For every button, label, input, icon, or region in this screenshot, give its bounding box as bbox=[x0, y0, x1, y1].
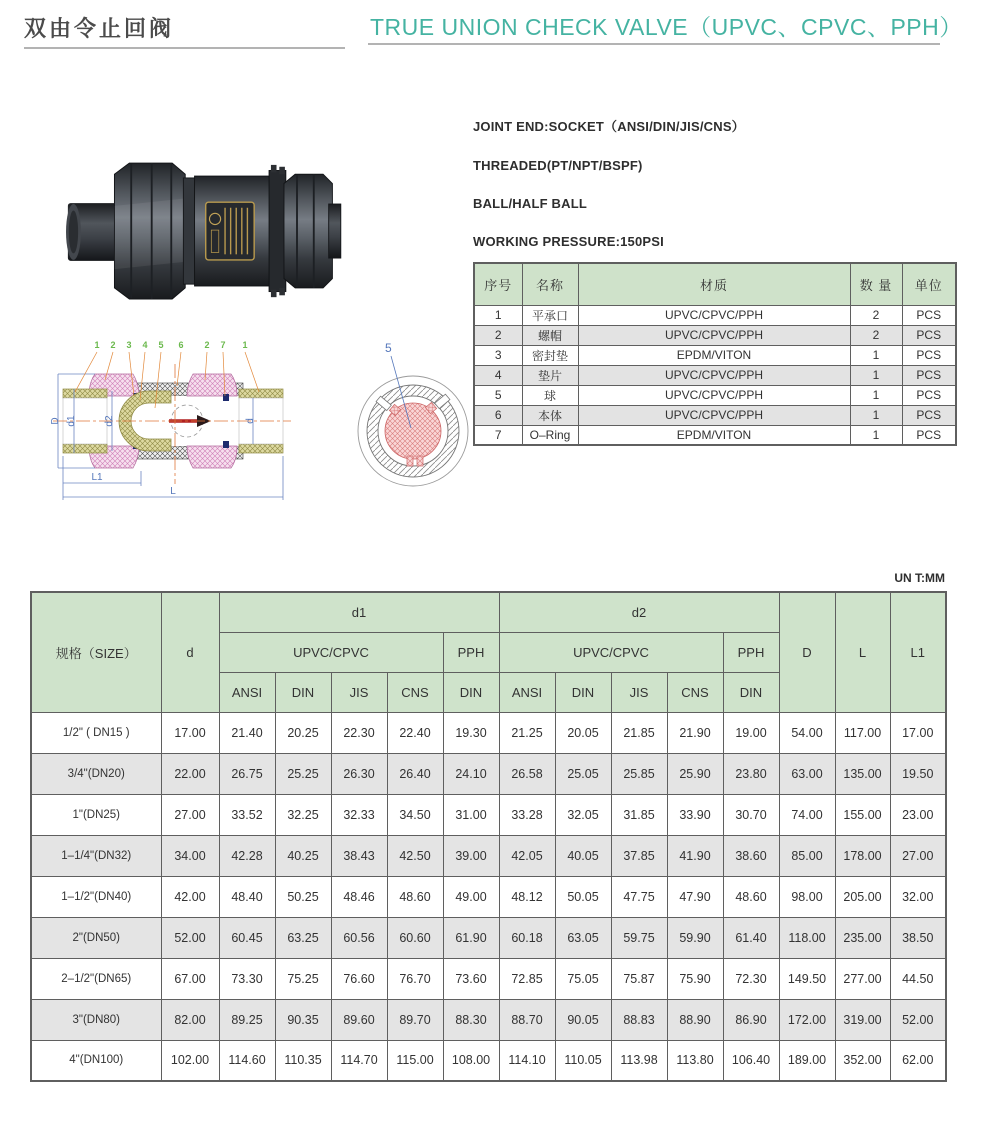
parts-table-cell: 7 bbox=[474, 425, 522, 445]
size-table-cell: 27.00 bbox=[161, 794, 219, 835]
unit-note: UN T:MM bbox=[894, 571, 945, 585]
size-table-cell: 26.58 bbox=[499, 753, 555, 794]
size-table-cell: 52.00 bbox=[161, 917, 219, 958]
callout-5: 5 bbox=[158, 340, 164, 350]
size-header-group-d1: d1 bbox=[219, 592, 499, 632]
title-underline-right bbox=[368, 43, 940, 45]
callout-1b: 1 bbox=[242, 340, 248, 350]
size-table-cell: 32.00 bbox=[890, 876, 946, 917]
parts-table-cell: UPVC/CPVC/PPH bbox=[578, 405, 850, 425]
size-table-cell: 90.05 bbox=[555, 999, 611, 1040]
size-table-cell: 61.90 bbox=[443, 917, 499, 958]
size-table-cell: 50.05 bbox=[555, 876, 611, 917]
callout-7: 7 bbox=[220, 340, 226, 350]
size-table-cell: 72.85 bbox=[499, 958, 555, 999]
size-table-cell: 22.40 bbox=[387, 712, 443, 753]
size-table-cell: 42.28 bbox=[219, 835, 275, 876]
size-table-cell: 22.30 bbox=[331, 712, 387, 753]
parts-table-cell: 6 bbox=[474, 405, 522, 425]
size-table-cell: 3/4"(DN20) bbox=[31, 753, 161, 794]
size-table-cell: 1/2" ( DN15 ) bbox=[31, 712, 161, 753]
size-table-cell: 48.40 bbox=[219, 876, 275, 917]
parts-table-cell: PCS bbox=[902, 425, 956, 445]
size-table-cell: 60.18 bbox=[499, 917, 555, 958]
parts-table-cell: 螺帽 bbox=[522, 325, 578, 345]
size-table-cell: 26.75 bbox=[219, 753, 275, 794]
size-table-cell: 60.60 bbox=[387, 917, 443, 958]
size-table-cell: 30.70 bbox=[723, 794, 779, 835]
size-table-cell: 73.60 bbox=[443, 958, 499, 999]
size-table-cell: 21.90 bbox=[667, 712, 723, 753]
size-table-cell: 34.50 bbox=[387, 794, 443, 835]
size-table-cell: 76.60 bbox=[331, 958, 387, 999]
size-table-cell: 23.80 bbox=[723, 753, 779, 794]
size-table-cell: 74.00 bbox=[779, 794, 835, 835]
dim-label-D: D bbox=[50, 417, 61, 425]
size-table-cell: 75.87 bbox=[611, 958, 667, 999]
size-table-row bbox=[31, 835, 946, 876]
size-table-cell: 1–1/4"(DN32) bbox=[31, 835, 161, 876]
size-table-cell: 86.90 bbox=[723, 999, 779, 1040]
std-d2-ansi: ANSI bbox=[499, 672, 555, 712]
size-table-cell: 63.05 bbox=[555, 917, 611, 958]
std-d1-ansi: ANSI bbox=[219, 672, 275, 712]
parts-table-cell: 本体 bbox=[522, 405, 578, 425]
valve-ring bbox=[269, 165, 286, 297]
parts-table-cell: O–Ring bbox=[522, 425, 578, 445]
size-table-cell: 108.00 bbox=[443, 1040, 499, 1081]
size-table-cell: 277.00 bbox=[835, 958, 890, 999]
size-table-cell: 205.00 bbox=[835, 876, 890, 917]
size-table-cell: 1"(DN25) bbox=[31, 794, 161, 835]
size-table-cell: 102.00 bbox=[161, 1040, 219, 1081]
size-table-cell: 235.00 bbox=[835, 917, 890, 958]
size-table-cell: 135.00 bbox=[835, 753, 890, 794]
std-d2-cns: CNS bbox=[667, 672, 723, 712]
side-view-callout-5: 5 bbox=[385, 341, 392, 355]
size-table-row bbox=[31, 876, 946, 917]
size-header-row-1 bbox=[31, 592, 946, 632]
size-table-cell: 48.60 bbox=[723, 876, 779, 917]
parts-header-qty: 数 量 bbox=[850, 263, 902, 305]
size-table-cell: 38.50 bbox=[890, 917, 946, 958]
size-table-cell: 22.00 bbox=[161, 753, 219, 794]
size-table-cell: 98.00 bbox=[779, 876, 835, 917]
callout-4: 4 bbox=[142, 340, 148, 350]
callout-2: 2 bbox=[110, 340, 116, 350]
size-table-cell: 60.56 bbox=[331, 917, 387, 958]
size-table-cell: 75.25 bbox=[275, 958, 331, 999]
size-table-cell: 155.00 bbox=[835, 794, 890, 835]
size-header-D: D bbox=[779, 592, 835, 712]
page-title-chinese: 双由令止回阀 bbox=[24, 16, 175, 41]
parts-header-material: 材质 bbox=[578, 263, 850, 305]
size-table-cell: 24.10 bbox=[443, 753, 499, 794]
size-table-cell: 44.50 bbox=[890, 958, 946, 999]
size-table-cell: 3"(DN80) bbox=[31, 999, 161, 1040]
size-table-cell: 32.33 bbox=[331, 794, 387, 835]
size-header-size: 规格（SIZE） bbox=[31, 592, 161, 712]
parts-table-cell: 4 bbox=[474, 365, 522, 385]
parts-table bbox=[473, 262, 957, 446]
parts-table-row bbox=[474, 365, 956, 385]
size-table-row bbox=[31, 917, 946, 958]
size-table-cell: 26.30 bbox=[331, 753, 387, 794]
size-table-cell: 49.00 bbox=[443, 876, 499, 917]
size-table-cell: 27.00 bbox=[890, 835, 946, 876]
parts-table-cell: EPDM/VITON bbox=[578, 345, 850, 365]
parts-table-cell: PCS bbox=[902, 305, 956, 325]
parts-header-unit: 单位 bbox=[902, 263, 956, 305]
size-table-cell: 40.25 bbox=[275, 835, 331, 876]
size-header-L: L bbox=[835, 592, 890, 712]
size-table-cell: 21.25 bbox=[499, 712, 555, 753]
size-table-cell: 85.00 bbox=[779, 835, 835, 876]
dim-label-d: d bbox=[245, 418, 256, 424]
size-table-cell: 88.30 bbox=[443, 999, 499, 1040]
size-table-cell: 114.70 bbox=[331, 1040, 387, 1081]
size-table-cell: 110.05 bbox=[555, 1040, 611, 1081]
size-table-cell: 90.35 bbox=[275, 999, 331, 1040]
product-photo-check-valve bbox=[62, 150, 342, 313]
size-table-cell: 42.50 bbox=[387, 835, 443, 876]
size-table-cell: 48.60 bbox=[387, 876, 443, 917]
size-table-cell: 23.00 bbox=[890, 794, 946, 835]
spec-line-joint-end: JOINT END:SOCKET（ANSI/DIN/JIS/CNS） bbox=[473, 119, 745, 134]
size-table-cell: 59.75 bbox=[611, 917, 667, 958]
size-table-cell: 31.00 bbox=[443, 794, 499, 835]
size-table-cell: 82.00 bbox=[161, 999, 219, 1040]
size-table-cell: 89.60 bbox=[331, 999, 387, 1040]
parts-table-cell: 平承口 bbox=[522, 305, 578, 325]
size-table-cell: 72.30 bbox=[723, 958, 779, 999]
size-table-cell: 33.28 bbox=[499, 794, 555, 835]
spec-line-ball: BALL/HALF BALL bbox=[473, 196, 587, 211]
size-table-cell: 25.05 bbox=[555, 753, 611, 794]
parts-table-cell: UPVC/CPVC/PPH bbox=[578, 325, 850, 345]
std-d2-pph-din: DIN bbox=[723, 672, 779, 712]
size-table-cell: 17.00 bbox=[890, 712, 946, 753]
size-table-cell: 88.83 bbox=[611, 999, 667, 1040]
size-table-row bbox=[31, 1040, 946, 1081]
size-table-cell: 26.40 bbox=[387, 753, 443, 794]
size-table-row bbox=[31, 794, 946, 835]
size-table-cell: 115.00 bbox=[387, 1040, 443, 1081]
valve-gold-label bbox=[206, 202, 254, 260]
size-header-d2-pph: PPH bbox=[723, 632, 779, 672]
size-table-cell: 52.00 bbox=[890, 999, 946, 1040]
size-table-cell: 88.90 bbox=[667, 999, 723, 1040]
parts-table-cell: PCS bbox=[902, 365, 956, 385]
size-table-cell: 48.12 bbox=[499, 876, 555, 917]
size-table-cell: 2–1/2"(DN65) bbox=[31, 958, 161, 999]
size-table-cell: 189.00 bbox=[779, 1040, 835, 1081]
size-table-cell: 73.30 bbox=[219, 958, 275, 999]
size-table-cell: 34.00 bbox=[161, 835, 219, 876]
size-table-cell: 47.90 bbox=[667, 876, 723, 917]
std-d2-jis: JIS bbox=[611, 672, 667, 712]
valve-right-union-nut bbox=[284, 174, 332, 288]
parts-header-name: 名称 bbox=[522, 263, 578, 305]
parts-table-cell: PCS bbox=[902, 405, 956, 425]
size-table-cell: 61.40 bbox=[723, 917, 779, 958]
size-table-cell: 21.40 bbox=[219, 712, 275, 753]
parts-table-cell: 1 bbox=[850, 405, 902, 425]
size-table-cell: 1–1/2"(DN40) bbox=[31, 876, 161, 917]
callout-numbers bbox=[94, 340, 247, 350]
size-header-group-d2: d2 bbox=[499, 592, 779, 632]
dim-label-d1: d1 bbox=[66, 415, 77, 427]
technical-drawing bbox=[45, 336, 485, 516]
parts-table-row bbox=[474, 305, 956, 325]
size-table-cell: 114.10 bbox=[499, 1040, 555, 1081]
parts-table-cell: 2 bbox=[850, 325, 902, 345]
size-header-d1-pph: PPH bbox=[443, 632, 499, 672]
size-table-cell: 17.00 bbox=[161, 712, 219, 753]
parts-table-cell: 5 bbox=[474, 385, 522, 405]
page-title-english: TRUE UNION CHECK VALVE（UPVC、CPVC、PPH） bbox=[370, 14, 963, 40]
size-table-cell: 25.90 bbox=[667, 753, 723, 794]
parts-table-cell: 密封垫 bbox=[522, 345, 578, 365]
size-table-cell: 113.98 bbox=[611, 1040, 667, 1081]
parts-table-row bbox=[474, 385, 956, 405]
dim-label-L1: L1 bbox=[91, 472, 103, 483]
parts-header-row bbox=[474, 263, 956, 305]
size-table-cell: 38.60 bbox=[723, 835, 779, 876]
size-table-row bbox=[31, 999, 946, 1040]
size-table-cell: 47.75 bbox=[611, 876, 667, 917]
size-table-cell: 117.00 bbox=[835, 712, 890, 753]
size-table-cell: 106.40 bbox=[723, 1040, 779, 1081]
size-table-cell: 319.00 bbox=[835, 999, 890, 1040]
size-table-cell: 113.80 bbox=[667, 1040, 723, 1081]
size-table-cell: 21.85 bbox=[611, 712, 667, 753]
parts-table-row bbox=[474, 345, 956, 365]
side-view bbox=[358, 341, 468, 486]
size-header-d: d bbox=[161, 592, 219, 712]
size-table-cell: 149.50 bbox=[779, 958, 835, 999]
parts-table-cell: 1 bbox=[474, 305, 522, 325]
parts-table-cell: UPVC/CPVC/PPH bbox=[578, 385, 850, 405]
title-underline-left bbox=[24, 47, 345, 49]
size-table-row bbox=[31, 958, 946, 999]
size-header-d2-upvc: UPVC/CPVC bbox=[499, 632, 723, 672]
size-table-cell: 19.00 bbox=[723, 712, 779, 753]
size-header-L1: L1 bbox=[890, 592, 946, 712]
size-table-cell: 62.00 bbox=[890, 1040, 946, 1081]
parts-table-cell: 2 bbox=[850, 305, 902, 325]
dim-label-L: L bbox=[170, 486, 176, 497]
size-table-cell: 63.25 bbox=[275, 917, 331, 958]
size-table-cell: 25.85 bbox=[611, 753, 667, 794]
size-table-cell: 88.70 bbox=[499, 999, 555, 1040]
size-table-cell: 38.43 bbox=[331, 835, 387, 876]
size-table-cell: 75.90 bbox=[667, 958, 723, 999]
size-table-row bbox=[31, 712, 946, 753]
parts-table-cell: PCS bbox=[902, 325, 956, 345]
size-table-cell: 42.00 bbox=[161, 876, 219, 917]
size-table-cell: 48.46 bbox=[331, 876, 387, 917]
size-table-cell: 33.90 bbox=[667, 794, 723, 835]
size-table-cell: 42.05 bbox=[499, 835, 555, 876]
size-table-cell: 37.85 bbox=[611, 835, 667, 876]
size-table-cell: 20.05 bbox=[555, 712, 611, 753]
parts-table-row bbox=[474, 325, 956, 345]
size-table-cell: 32.25 bbox=[275, 794, 331, 835]
size-table-cell: 19.50 bbox=[890, 753, 946, 794]
size-table-cell: 178.00 bbox=[835, 835, 890, 876]
size-table-cell: 75.05 bbox=[555, 958, 611, 999]
spec-list bbox=[473, 116, 745, 249]
spec-line-threaded: THREADED(PT/NPT/BSPF) bbox=[473, 158, 643, 173]
size-table-cell: 352.00 bbox=[835, 1040, 890, 1081]
size-table-cell: 40.05 bbox=[555, 835, 611, 876]
parts-table-cell: 3 bbox=[474, 345, 522, 365]
callout-1: 1 bbox=[94, 340, 100, 350]
size-table-cell: 60.45 bbox=[219, 917, 275, 958]
valve-right-socket bbox=[329, 204, 341, 258]
parts-table-cell: UPVC/CPVC/PPH bbox=[578, 365, 850, 385]
size-table-cell: 20.25 bbox=[275, 712, 331, 753]
size-table-cell: 67.00 bbox=[161, 958, 219, 999]
size-table-cell: 2"(DN50) bbox=[31, 917, 161, 958]
callout-6: 6 bbox=[178, 340, 184, 350]
size-table-cell: 4"(DN100) bbox=[31, 1040, 161, 1081]
std-d1-jis: JIS bbox=[331, 672, 387, 712]
callout-2b: 2 bbox=[204, 340, 210, 350]
parts-header-no: 序号 bbox=[474, 263, 522, 305]
size-table-cell: 89.25 bbox=[219, 999, 275, 1040]
size-table-cell: 33.52 bbox=[219, 794, 275, 835]
parts-table-row bbox=[474, 405, 956, 425]
parts-table-cell: PCS bbox=[902, 345, 956, 365]
parts-table-cell: 1 bbox=[850, 345, 902, 365]
size-header-d1-upvc: UPVC/CPVC bbox=[219, 632, 443, 672]
size-table-cell: 54.00 bbox=[779, 712, 835, 753]
size-table-cell: 172.00 bbox=[779, 999, 835, 1040]
size-table-cell: 118.00 bbox=[779, 917, 835, 958]
parts-table-cell: 垫片 bbox=[522, 365, 578, 385]
parts-table-cell: 1 bbox=[850, 365, 902, 385]
spec-line-pressure: WORKING PRESSURE:150PSI bbox=[473, 234, 664, 249]
std-d1-pph-din: DIN bbox=[443, 672, 499, 712]
parts-table-cell: 2 bbox=[474, 325, 522, 345]
size-table-cell: 31.85 bbox=[611, 794, 667, 835]
size-table-cell: 19.30 bbox=[443, 712, 499, 753]
parts-table-row bbox=[474, 425, 956, 445]
size-table-cell: 114.60 bbox=[219, 1040, 275, 1081]
parts-table-cell: EPDM/VITON bbox=[578, 425, 850, 445]
callout-3: 3 bbox=[126, 340, 132, 350]
parts-table-cell: UPVC/CPVC/PPH bbox=[578, 305, 850, 325]
size-table-cell: 110.35 bbox=[275, 1040, 331, 1081]
size-table-cell: 63.00 bbox=[779, 753, 835, 794]
size-table-cell: 32.05 bbox=[555, 794, 611, 835]
size-table-cell: 50.25 bbox=[275, 876, 331, 917]
size-table-cell: 89.70 bbox=[387, 999, 443, 1040]
parts-table-cell: 1 bbox=[850, 425, 902, 445]
parts-table-cell: 1 bbox=[850, 385, 902, 405]
size-table-cell: 25.25 bbox=[275, 753, 331, 794]
std-d1-cns: CNS bbox=[387, 672, 443, 712]
size-table-cell: 39.00 bbox=[443, 835, 499, 876]
size-table-cell: 59.90 bbox=[667, 917, 723, 958]
parts-table-cell: 球 bbox=[522, 385, 578, 405]
size-table-cell: 76.70 bbox=[387, 958, 443, 999]
parts-table-cell: PCS bbox=[902, 385, 956, 405]
dim-label-d2: d2 bbox=[104, 415, 115, 427]
size-table-row bbox=[31, 753, 946, 794]
size-table bbox=[30, 591, 947, 1082]
std-d1-din: DIN bbox=[275, 672, 331, 712]
std-d2-din: DIN bbox=[555, 672, 611, 712]
size-table-cell: 41.90 bbox=[667, 835, 723, 876]
